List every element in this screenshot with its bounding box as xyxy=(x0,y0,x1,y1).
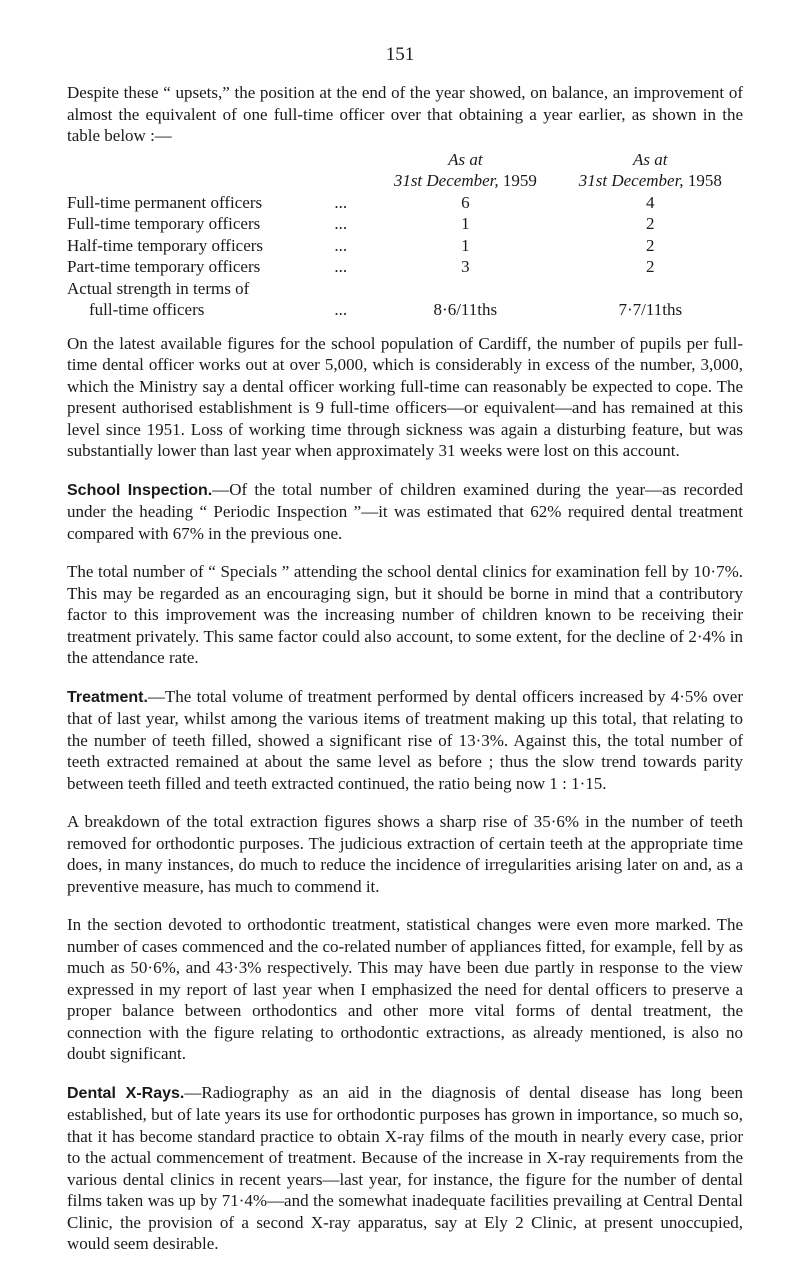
school-population-paragraph: On the latest available figures for the school population of Cardiff, the number of pupils per full-time dental officer works out at over 5,000, which is considerably in excess of the number, 3,000, which the Ministry say a dental officer working full-time can reasonably be expected to cope. The present authorised establishment is 9 full-time officers—or equivalent—and has remained at this level since 1951. Loss of working time through sickness was again a disturbing feature, but was substantially lower than last year when approximately 31 weeks were lost on this account. xyxy=(67,333,743,460)
extraction-paragraph: A breakdown of the total extraction figures shows a sharp rise of 35·6% in the number of teeth removed for orthodontic purposes. The judicious extraction of certain teeth at the appropriate time does, in many instances, do much to reduce the incidence of irregularities arising later on and, as a preventive measure, has much to commend it. xyxy=(67,812,743,896)
row-value-1959: 6 xyxy=(461,192,470,212)
table-header-row-2 xyxy=(67,170,743,192)
orthodontic-paragraph: In the section devoted to orthodontic treatment, statistical changes were even more marked. The number of cases commenced and the co-related number of appliances fitted, for example, fell by as much as 50·6%, and 43·3% respectively. This may have been due partly in response to the view expressed in my report of last year when I emphasized the need for dental officers to preserve a proper balance between orthodontics and other more vital forms of dental treatment, the connection with the figure relating to orthodontic extractions, as already mentioned, is also no doubt significant. xyxy=(67,915,743,1063)
table-row xyxy=(67,235,743,257)
strength-value-1958: 7·7/11ths xyxy=(618,300,683,319)
specials-paragraph: The total number of “ Specials ” attending the school dental clinics for examination fell by 10·7%. This may be regarded as an encouraging sign, but it should be borne in mind that a contributory factor to this improvement was the increasing number of children known to be receiving their treatment privately. This same factor could also account, to some extent, for the decline of 2·4% in the attendance rate. xyxy=(67,562,743,667)
strength-value-1959: 8·6/11ths xyxy=(433,300,498,319)
row-label: Full-time permanent officers xyxy=(67,192,263,212)
row-dots: ... xyxy=(334,257,348,276)
header-1959-line1: As at xyxy=(448,149,483,169)
table-row xyxy=(67,192,743,214)
table-row xyxy=(67,256,743,278)
header-empty xyxy=(334,170,373,192)
header-1958-line1: As at xyxy=(633,149,668,169)
page-number: 151 xyxy=(385,44,415,65)
dental-officers-table xyxy=(67,149,743,321)
header-1958-year: 1958 xyxy=(687,171,722,190)
strength-label-line1: Actual strength in terms of xyxy=(67,278,250,298)
page-body xyxy=(67,82,743,1272)
row-dots: ... xyxy=(334,214,348,233)
row-value-1959: 1 xyxy=(461,235,470,255)
treatment-text: —The total volume of treatment performed by dental officers increased by 4·5% over that of last year, whilst among the various items of treatment making up this total, that relating to the number of teeth filled, showed a significant rise of 13·3%. Against this, the total number of teeth extracted remained at about the same level as before ; thus the slow trend towards parity between teeth filled and teeth extracted continued, the ratio being now 1 : 1·15. xyxy=(67,686,743,793)
intro-paragraph: Despite these “ upsets,” the position at the end of the year showed, on balance, an improvement of almost the equivalent of one full-time officer over that obtaining a year earlier, as shown in the table below :— xyxy=(67,83,743,145)
header-1959-line2 xyxy=(373,170,557,192)
row-value-1958: 2 xyxy=(646,257,655,276)
header-1959-date: 31st December, xyxy=(393,171,499,190)
treatment-heading: Treatment. xyxy=(67,688,148,706)
row-value-1958: 2 xyxy=(646,235,655,255)
table-header-row-1 xyxy=(67,149,743,171)
row-value-1959: 1 xyxy=(461,214,470,233)
row-dots: ... xyxy=(334,192,348,212)
row-dots: ... xyxy=(334,300,348,319)
table-row-strength xyxy=(67,299,743,321)
row-value-1958: 4 xyxy=(646,192,655,212)
header-empty xyxy=(67,170,334,192)
strength-label-line2: full-time officers xyxy=(89,300,205,319)
school-inspection-heading: School Inspection. xyxy=(67,481,213,499)
header-1958-line2 xyxy=(558,170,743,192)
header-empty xyxy=(67,149,334,171)
table-row xyxy=(67,213,743,235)
treatment-paragraph xyxy=(67,686,743,795)
xray-heading: Dental X-Rays. xyxy=(67,1084,185,1102)
row-value-1958: 2 xyxy=(646,214,655,233)
xray-text: —Radiography as an aid in the diagnosis of dental disease has long been established, but of late years its use for orthodontic purposes has grown in importance, so much so, that it has become standard practice to obtain X-ray films of the mouth in nearly every case, prior to the actual commencement of treatment. Because of the increase in X-ray requirements from the various dental clinics in recent years—last year, for instance, the figure for the number of dental films taken was up by 71·4%—and the somewhat inadequate facilities prevailing at Central Dental Clinic, the provision of a second X-ray apparatus, say at Ely 2 Clinic, at present unoccupied, would seem desirable. xyxy=(67,1082,743,1253)
school-inspection-paragraph xyxy=(67,479,743,545)
row-label: Part-time temporary officers xyxy=(67,257,261,276)
header-empty xyxy=(334,149,373,171)
xray-paragraph xyxy=(67,1082,743,1255)
row-value-1959: 3 xyxy=(461,257,470,276)
header-1958-date: 31st December, xyxy=(578,171,684,190)
row-label: Half-time temporary officers xyxy=(67,235,264,255)
table-row-strength-label xyxy=(67,278,743,300)
row-label: Full-time temporary officers xyxy=(67,214,261,233)
school-inspection-text: —Of the total number of children examined during the year—as recorded under the heading “ Periodic Inspection ”—it was estimated that 62% required dental treatment compared with 67% in the previous one. xyxy=(67,479,743,543)
header-1959-year: 1959 xyxy=(502,171,537,190)
row-dots: ... xyxy=(334,235,348,255)
